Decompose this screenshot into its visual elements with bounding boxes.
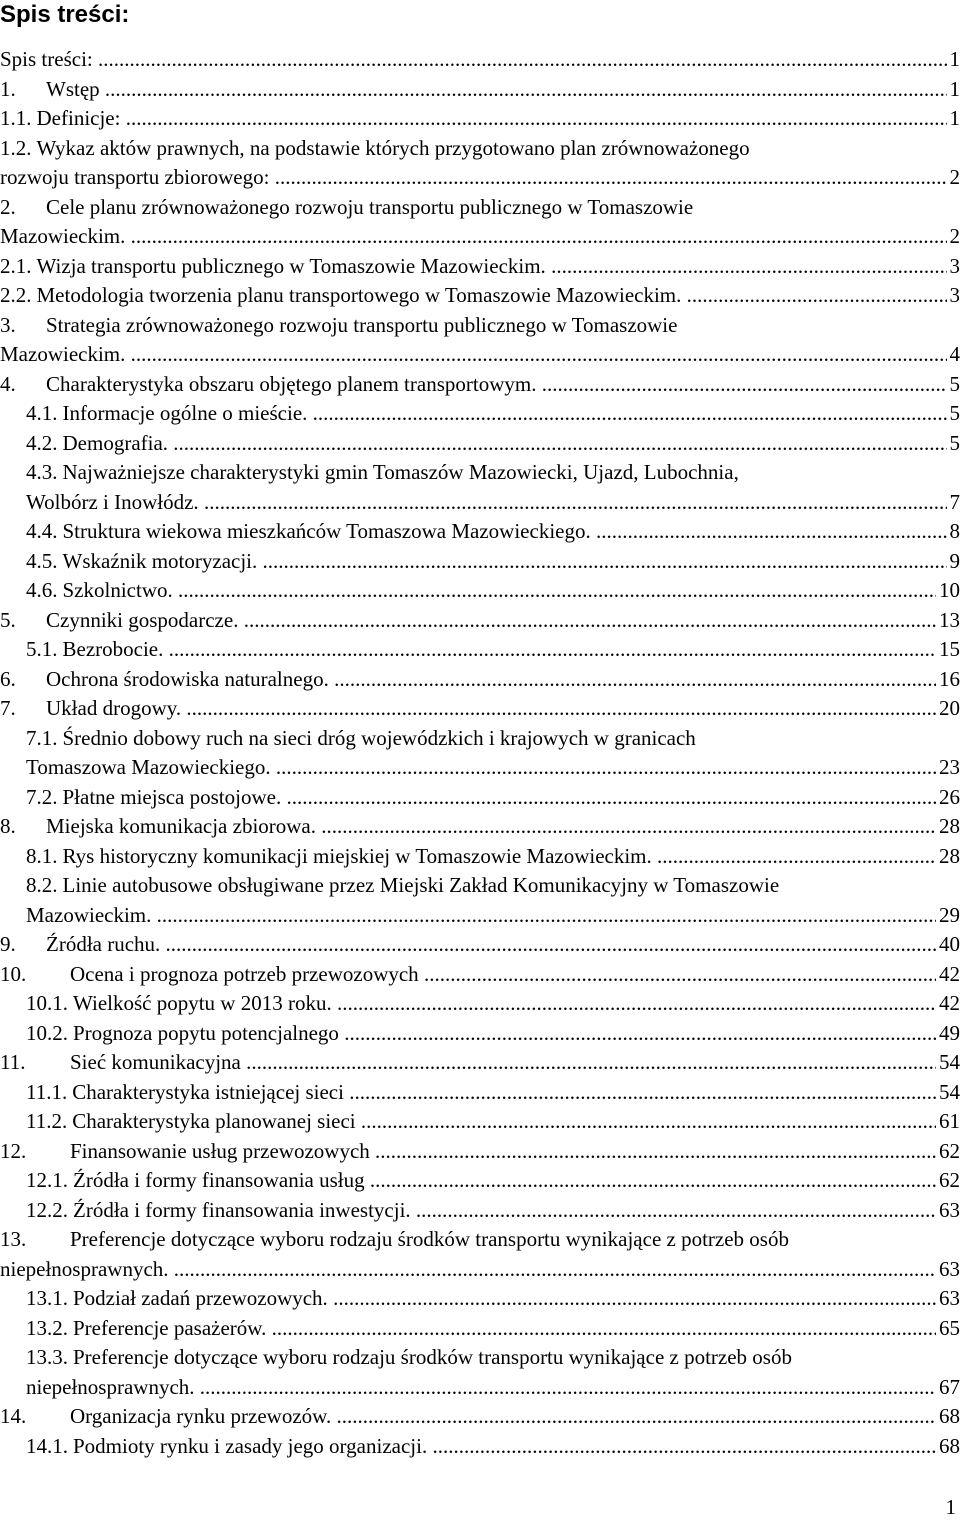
toc-entry-title: Szkolnictwo. [62,578,173,602]
toc-entry-title-continued: Wolbórz i Inowłódz. [26,489,199,514]
toc-entry-page: 1 [947,104,960,134]
page-number: 1 [945,1495,956,1519]
toc-entry[interactable] [0,1078,960,1108]
toc-entry[interactable] [0,724,960,754]
toc-entry[interactable] [0,842,960,872]
toc-entry-title: Preferencje dotyczące wyboru rodzaju środków transportu wynikające z potrzeb osób [70,1227,789,1251]
toc-entry-page: 3 [947,281,960,311]
toc-entry-page: 10 [936,576,960,606]
toc-entry-page: 65 [936,1314,960,1344]
toc-entry-page: 26 [936,783,960,813]
toc-entry-number: 4.4. [26,519,58,543]
toc-entry-title-continued: Tomaszowa Mazowieckiego. [26,755,271,779]
toc-entry-number: Spis treści: [0,47,93,71]
toc-entry-title: Płatne miejsca postojowe. [62,784,282,809]
toc-entry-page: 29 [936,901,960,931]
toc-entry-page: 28 [936,812,960,842]
toc-entry-number: 12.2. [26,1197,68,1222]
toc-entry[interactable] [0,1284,960,1314]
toc-entry[interactable] [0,1166,960,1196]
toc-entry[interactable] [0,576,960,606]
toc-entry-number: 1. [0,76,16,101]
toc-entry-number: 4.6. [26,578,58,602]
toc-entry[interactable] [0,930,960,960]
toc-entry-number: 2.2. [0,283,32,307]
toc-entry-page: 16 [936,665,960,695]
toc-entry-number: 10.2. [26,1020,68,1045]
toc-entry-page: 62 [936,1166,960,1196]
toc-entry[interactable] [0,694,960,724]
toc-entry-title: Ochrona środowiska naturalnego. [46,666,329,691]
toc-entry-number: 4.5. [26,548,58,573]
toc-entry-number: 7. [0,696,16,720]
toc-entry[interactable] [0,783,960,813]
toc-entry-page: 68 [936,1402,960,1432]
toc-entry[interactable] [0,134,960,164]
toc-entry-page: 68 [936,1432,960,1462]
toc-entry-page: 15 [936,635,960,665]
toc-entry-title-continued: Mazowieckim. [26,902,152,927]
toc-entry-page: 49 [936,1019,960,1049]
toc-entry-page: 42 [936,960,960,990]
toc-entry-title: Bezrobocie. [62,637,164,661]
toc-entry-page: 1 [947,75,960,105]
toc-entry[interactable] [0,45,960,75]
toc-entry[interactable] [0,75,960,105]
toc-entry-page: 40 [936,930,960,960]
toc-entry-title: Wizja transportu publicznego w Tomaszowie Mazowieckim. [36,253,546,278]
toc-entry-title: Charakterystyka istniejącej sieci [72,1079,344,1104]
toc-entry[interactable] [0,635,960,665]
toc-entry-title: Czynniki gospodarcze. [46,607,239,632]
toc-entry-number: 14. [0,1404,27,1428]
toc-entry-number: 14.1. [26,1433,68,1458]
toc-entry-title: Struktura wiekowa mieszkańców Tomaszowa Mazowieckiego. [62,519,591,543]
toc-entry-title: Ocena i prognoza potrzeb przewozowych [70,961,419,986]
toc-entry[interactable] [0,989,960,1019]
toc-entry-title: Strategia zrównoważonego rozwoju transportu publicznego w Tomaszowie [46,312,678,337]
toc-entry-page: 5 [947,399,960,429]
toc-entry-number: 7.2. [26,784,58,809]
toc-entry-number: 10. [0,961,27,986]
toc-entry-page: 8 [947,517,960,547]
toc-entry-title: Preferencje pasażerów. [73,1315,267,1340]
toc-entry-continuation[interactable] [0,488,960,518]
toc-entry-title: Najważniejsze charakterystyki gmin Tomaszów Mazowiecki, Ujazd, Lubochnia, [62,460,739,484]
toc-entry-page: 54 [936,1048,960,1078]
toc-entry[interactable] [0,517,960,547]
toc-entry-page: 5 [947,370,960,400]
toc-entry-title: Źródła i formy finansowania usług [73,1168,365,1192]
toc-entry-number: 9. [0,932,16,956]
toc-entry-title: Sieć komunikacyjna [70,1050,241,1074]
toc-entry-number: 7.1. [26,725,58,750]
toc-entry[interactable] [0,311,960,341]
toc-entry-number: 4.1. [26,401,58,425]
toc-entry-number: 12.1. [26,1168,68,1192]
toc-entry[interactable] [0,370,960,400]
toc-entry-title: Źródła ruchu. [46,932,161,956]
toc-entry-title: Metodologia tworzenia planu transportowego w Tomaszowie Mazowieckim. [36,283,682,307]
toc-entry[interactable] [0,1343,960,1373]
toc-entry-page: 63 [936,1196,960,1226]
toc-entry-number: 1.1. [0,106,32,130]
toc-entry[interactable] [0,104,960,134]
toc-entry-title: Wskaźnik motoryzacji. [62,548,258,573]
toc-entry-page: 2 [947,222,960,252]
toc-entry[interactable] [0,547,960,577]
toc-entry-number: 5. [0,607,16,632]
toc-entry-page: 13 [936,606,960,636]
toc-entry[interactable] [0,281,960,311]
toc-entry-title-continued: Mazowieckim. [0,224,126,248]
toc-entry-number: 8.2. [26,873,58,897]
toc-entry-number: 1.2. [0,135,32,160]
toc-entry[interactable] [0,252,960,282]
toc-entry[interactable] [0,812,960,842]
toc-entry-title: Informacje ogólne o mieście. [62,401,308,425]
toc-entry-page: 67 [936,1373,960,1403]
toc-entry-title: Miejska komunikacja zbiorowa. [46,814,317,838]
toc-entry-page: 42 [936,989,960,1019]
toc-entry[interactable] [0,1314,960,1344]
page-title: Spis treści: [0,1,130,28]
toc-entry-number: 8. [0,814,16,838]
table-of-contents [0,45,960,1461]
toc-entry-title-continued: Mazowieckim. [0,342,126,366]
toc-entry-title: Wielkość popytu w 2013 roku. [73,991,332,1015]
toc-entry-title: Wykaz aktów prawnych, na podstawie których przygotowano plan zrównoważonego [36,135,750,160]
toc-entry-page: 3 [947,252,960,282]
toc-entry-title: Wstęp [46,76,100,101]
toc-entry[interactable] [0,458,960,488]
toc-entry-number: 2. [0,194,16,219]
toc-entry-continuation[interactable] [0,1373,960,1403]
toc-entry[interactable] [0,1432,960,1462]
toc-entry-title: Definicje: [36,106,121,130]
toc-entry-continuation[interactable] [0,222,960,252]
toc-entry-title: Średnio dobowy ruch na sieci dróg wojewódzkich i krajowych w granicach [62,725,696,750]
toc-entry-page: 4 [947,340,960,370]
toc-entry-page: 63 [936,1255,960,1285]
toc-entry-number: 3. [0,312,16,337]
toc-entry[interactable] [0,193,960,223]
toc-entry-number: 11.1. [26,1079,68,1104]
toc-entry[interactable] [0,1107,960,1137]
toc-entry-page: 7 [947,488,960,518]
toc-entry-number: 6. [0,666,16,691]
toc-entry[interactable] [0,1137,960,1167]
toc-entry-page: 61 [936,1107,960,1137]
toc-entry-title: Prognoza popytu potencjalnego [73,1020,339,1045]
toc-entry[interactable] [0,665,960,695]
toc-entry-number: 13.1. [26,1286,68,1310]
toc-entry-continuation[interactable] [0,753,960,783]
toc-entry-title: Linie autobusowe obsługiwane przez Miejski Zakład Komunikacyjny w Tomaszowie [62,873,780,897]
toc-entry-number: 2.1. [0,253,32,278]
toc-entry-page: 62 [936,1137,960,1167]
toc-entry-title: Źródła i formy finansowania inwestycji. [73,1197,411,1222]
toc-entry-title-continued: niepełnosprawnych. [0,1256,169,1281]
toc-entry[interactable] [0,399,960,429]
toc-entry-number: 11. [0,1050,26,1074]
toc-entry-title: Preferencje dotyczące wyboru rodzaju środków transportu wynikające z potrzeb osób [73,1345,792,1369]
toc-entry-number: 13.3. [26,1345,68,1369]
toc-entry-title: Cele planu zrównoważonego rozwoju transportu publicznego w Tomaszowie [46,194,694,219]
toc-entry[interactable] [0,606,960,636]
toc-entry[interactable] [0,1225,960,1255]
toc-entry-title: Rys historyczny komunikacji miejskiej w Tomaszowie Mazowieckim. [62,843,652,868]
toc-entry-page: 54 [936,1078,960,1108]
toc-entry-page: 1 [947,45,960,75]
toc-entry-title: Demografia. [62,430,169,455]
toc-entry-number: 4. [0,371,16,396]
toc-entry[interactable] [0,1019,960,1049]
toc-entry-number: 5.1. [26,637,58,661]
toc-entry[interactable] [0,429,960,459]
toc-entry-continuation[interactable] [0,1255,960,1285]
toc-entry-title: Układ drogowy. [46,696,182,720]
toc-entry-page: 28 [936,842,960,872]
toc-entry-page: 9 [947,547,960,577]
toc-entry-number: 4.3. [26,460,58,484]
toc-entry-continuation[interactable] [0,340,960,370]
toc-entry-number: 10.1. [26,991,68,1015]
toc-entry[interactable] [0,1402,960,1432]
toc-entry-page: 23 [936,753,960,783]
toc-entry-page: 63 [936,1284,960,1314]
toc-entry-number: 8.1. [26,843,58,868]
toc-entry-continuation[interactable] [0,901,960,931]
toc-entry-number: 12. [0,1138,27,1163]
toc-entry-title: Finansowanie usług przewozowych [70,1138,370,1163]
toc-entry[interactable] [0,1048,960,1078]
toc-entry[interactable] [0,1196,960,1226]
toc-entry-page: 2 [947,163,960,193]
toc-entry[interactable] [0,960,960,990]
toc-entry-title: Podział zadań przewozowych. [73,1286,328,1310]
toc-entry-title: Organizacja rynku przewozów. [70,1404,332,1428]
toc-entry-title: Podmioty rynku i zasady jego organizacji. [73,1433,428,1458]
toc-entry-number: 13.2. [26,1315,68,1340]
toc-entry-page: 20 [936,694,960,724]
toc-entry-number: 11.2. [26,1109,68,1133]
toc-entry-title-continued: rozwoju transportu zbiorowego: [0,165,270,189]
toc-entry-title: Charakterystyka planowanej sieci [72,1109,356,1133]
toc-entry-title: Charakterystyka obszaru objętego planem transportowym. [46,371,537,396]
toc-entry-number: 4.2. [26,430,58,455]
toc-entry-title-continued: niepełnosprawnych. [26,1374,195,1399]
toc-entry-continuation[interactable] [0,163,960,193]
toc-entry[interactable] [0,871,960,901]
toc-entry-page: 5 [947,429,960,459]
toc-entry-number: 13. [0,1227,27,1251]
